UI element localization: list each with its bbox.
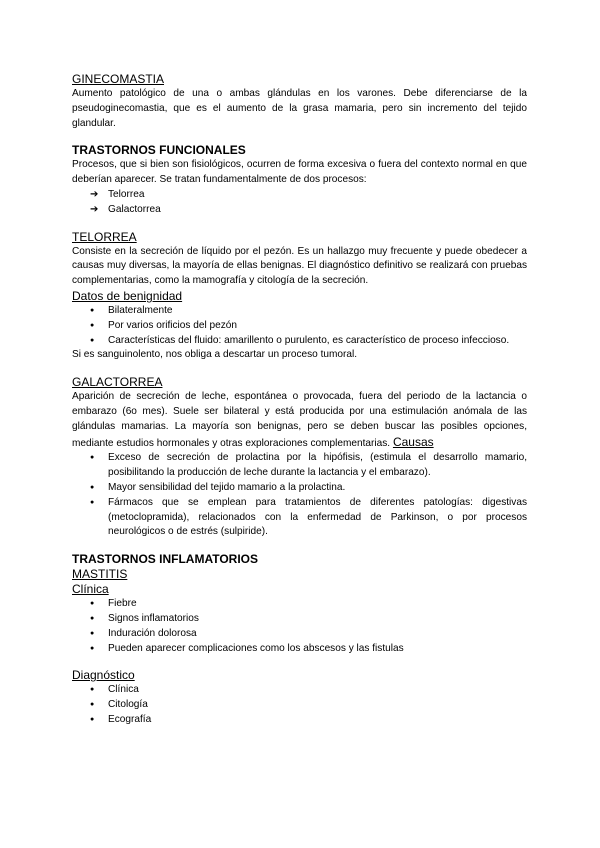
benignidad-list (72, 304, 527, 348)
ginecomastia-paragraph: Aumento patológico de una o ambas glándulas en los varones. Debe diferenciarse de la pseudoginecomastia, que es el aumento de la grasa mamaria, pero sin incremento del tejido glandular. (72, 88, 527, 129)
bullet-icon: ● (90, 454, 95, 462)
bullet-icon: ● (90, 715, 95, 723)
bullet-icon: ● (90, 321, 95, 329)
arrow-icon: ➔ (90, 203, 99, 215)
diagnostico-list (72, 683, 527, 727)
funcionales-heading: TRASTORNOS FUNCIONALES (72, 143, 246, 158)
list-item: ● Induración dolorosa (72, 627, 527, 642)
arrow-icon: ➔ (90, 188, 99, 200)
bullet-icon: ● (90, 686, 95, 694)
funcionales-paragraph: Procesos, que si bien son fisiológicos, ocurren de forma excesiva o fuera del contexto normal en que deberían aparecer. Se tratan fundamentalmente de dos procesos: (72, 159, 527, 186)
list-item: ● Por varios orificios del pezón (72, 319, 527, 334)
list-item: ● Exceso de secreción de prolactina por la hipófisis, (estimula el desarrollo mamario, posibilitando la producción de leche durante la lactancia y el embarazo). (90, 452, 527, 479)
telorrea-paragraph: Consiste en la secreción de líquido por el pezón. Es un hallazgo muy frecuente y puede obedecer a causas muy diversas, la mayoría de ellas benignas. El diagnóstico definitivo se realizará con pruebas complementarias, como la mamografía y citología de la secreción. (72, 245, 527, 287)
list-item: ➔ Telorrea (72, 188, 527, 203)
bullet-icon: ● (90, 701, 95, 709)
causas-list (72, 451, 527, 540)
list-item: ● Clínica (72, 683, 527, 698)
inflamatorios-heading: TRASTORNOS INFLAMATORIOS (72, 552, 258, 567)
list-item: ● Mayor sensibilidad del tejido mamario a la prolactina. (72, 481, 527, 496)
bullet-icon: ● (90, 629, 95, 637)
document-content (72, 72, 527, 728)
list-item: ● Signos inflamatorios (72, 612, 527, 627)
mastitis-heading: MASTITIS (72, 567, 128, 582)
list-item: ● Bilateralmente (72, 304, 527, 319)
bullet-icon: ● (90, 644, 95, 652)
list-item: ➔ Galactorrea (72, 203, 527, 218)
diagnostico-heading: Diagnóstico (72, 668, 135, 683)
list-item: ● Fármacos que se emplean para tratamientos de diferentes patologías: digestivas (metoclopramida), relacionados con la enfermedad de Parkinson, o por procesos neurológicos o de estrés (sulpiride). (90, 496, 527, 538)
galactorrea-paragraph: Aparición de secreción de leche, espontánea o provocada, fuera del periodo de la lactancia o embarazo (6o mes). Suele ser bilateral y está producida por una estimulación anómala de las glándulas mamarias. La mayoría son benignas, pero se deben buscar las posibles opciones, mediante estudios hormonales y otras exploraciones complementarias. Causas (72, 391, 527, 449)
list-item: ● Ecografía (72, 713, 527, 728)
bullet-icon: ● (90, 600, 95, 608)
funcionales-list (72, 188, 527, 218)
bullet-icon: ● (90, 483, 95, 491)
list-item: ● Pueden aparecer complicaciones como los abscesos y las fistulas (72, 642, 527, 657)
list-item: ● Características del fluido: amarillento o purulento, es característico de proceso infeccioso. (72, 334, 527, 349)
clinica-heading: Clínica (72, 582, 109, 597)
ginecomastia-heading: GINECOMASTIA (72, 72, 165, 86)
benignidad-heading: Datos de benignidad (72, 288, 183, 303)
bullet-icon: ● (90, 614, 95, 622)
telorrea-heading: TELORREA (72, 229, 137, 244)
causas-heading: Causas (392, 434, 434, 449)
clinica-list (72, 597, 527, 656)
bullet-icon: ● (90, 336, 95, 344)
list-item: ● Fiebre (72, 597, 527, 612)
telorrea-note: Si es sanguinolento, nos obliga a descartar un proceso tumoral. (72, 349, 358, 361)
bullet-icon: ● (90, 498, 95, 506)
list-item: ● Citología (72, 698, 527, 713)
bullet-icon: ● (90, 306, 95, 314)
galactorrea-heading: GALACTORREA (72, 375, 163, 390)
